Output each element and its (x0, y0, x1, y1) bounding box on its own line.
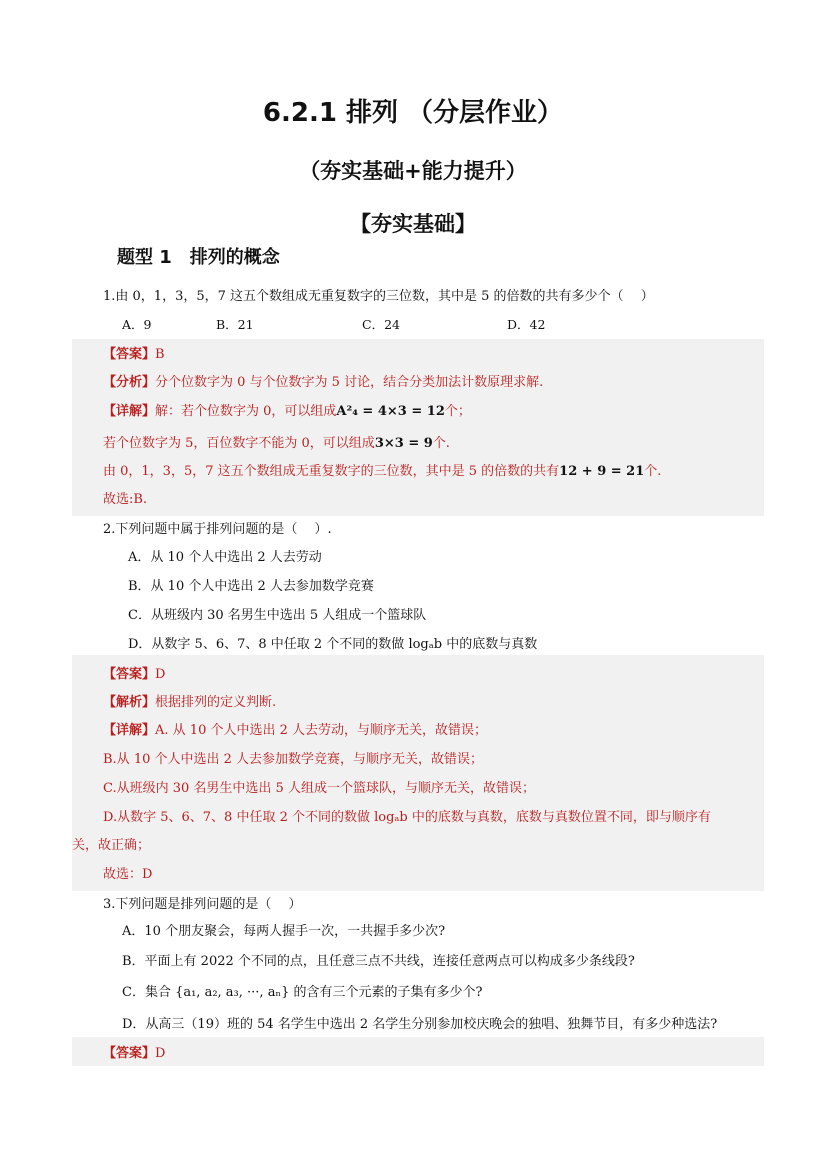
question-3-solution-block (72, 1037, 764, 1066)
question-1-detail-line-3: 由 0，1，3，5，7 这五个数组成无重复数字的三位数，其中是 5 的倍数的共有12 + 9 = 21个. (103, 464, 662, 479)
document-title: 6.2.1 排列 （分层作业） (262, 98, 564, 128)
question-1-stem: 1.由 0，1，3，5，7 这五个数组成无重复数字的三位数，其中是 5 的倍数的共有多少个（ ） (103, 289, 654, 304)
question-3-option-a: A．10 个朋友聚会，每两人握手一次，一共握手多少次? (122, 924, 446, 939)
question-2-conclusion: 故选：D (103, 867, 153, 882)
question-2-detail-d-line-1: D.从数字 5、6、7、8 中任取 2 个不同的数做 logₐb 中的底数与真数，底数与真数位置不同，即与顺序有 (103, 810, 711, 825)
question-1-option-b: B．21 (216, 317, 254, 332)
question-2-option-b: B．从 10 个人中选出 2 人去参加数学竞赛 (128, 579, 374, 594)
question-2-option-a: A．从 10 个人中选出 2 人去劳动 (128, 550, 322, 565)
question-3-option-d: D．从高三（19）班的 54 名学生中选出 2 名学生分别参加校庆晚会的独唱、独舞节目，有多少种选法? (122, 1017, 718, 1032)
question-3-option-b: B．平面上有 2022 个不同的点，且任意三点不共线，连接任意两点可以构成多少条线段? (122, 954, 635, 969)
question-1-option-c: C．24 (362, 317, 400, 332)
question-type-heading: 题型 1 排列的概念 (117, 247, 280, 268)
question-2-answer: 【答案】D (103, 667, 166, 682)
question-1-analysis: 【分析】分个位数字为 0 与个位数字为 5 讨论，结合分类加法计数原理求解. (103, 375, 544, 390)
question-1-detail-line-2: 若个位数字为 5，百位数字不能为 0，可以组成3×3 = 9个. (103, 436, 450, 451)
document-subtitle: （夯实基础+能力提升） (299, 159, 527, 183)
question-2-option-d: D．从数字 5、6、7、8 中任取 2 个不同的数做 logₐb 中的底数与真数 (128, 637, 538, 652)
question-1-option-d: D．42 (507, 317, 546, 332)
question-1-detail-line-1: 【详解】解：若个位数字为 0，可以组成A²₄ = 4×3 = 12个； (103, 404, 471, 419)
question-3-stem: 3.下列问题是排列问题的是（ ） (103, 897, 302, 912)
question-2-detail-d-line-2: 关，故正确； (72, 838, 151, 853)
question-3-option-c: C．集合 {a₁, a₂, a₃, ···, aₙ} 的含有三个元素的子集有多少个? (122, 985, 483, 1000)
question-2-analysis: 【解析】根据排列的定义判断. (103, 695, 277, 710)
question-3-answer: 【答案】D (103, 1046, 166, 1061)
question-1-answer: 【答案】B (103, 347, 165, 362)
question-1-solution-block (72, 339, 764, 516)
question-2-stem: 2.下列问题中属于排列问题的是（ ）. (103, 522, 332, 537)
question-1-conclusion: 故选:B. (103, 492, 148, 507)
question-1-option-a: A．9 (122, 317, 152, 332)
question-2-option-c: C．从班级内 30 名男生中选出 5 人组成一个篮球队 (128, 608, 427, 623)
question-2-detail-b: B.从 10 个人中选出 2 人去参加数学竞赛，与顺序无关，故错误； (103, 752, 484, 767)
section-heading: 【夯实基础】 (350, 212, 476, 236)
question-2-detail-a: 【详解】A. 从 10 个人中选出 2 人去劳动，与顺序无关，故错误； (103, 723, 488, 738)
question-2-detail-c: C.从班级内 30 名男生中选出 5 人组成一个篮球队，与顺序无关，故错误； (103, 781, 535, 796)
